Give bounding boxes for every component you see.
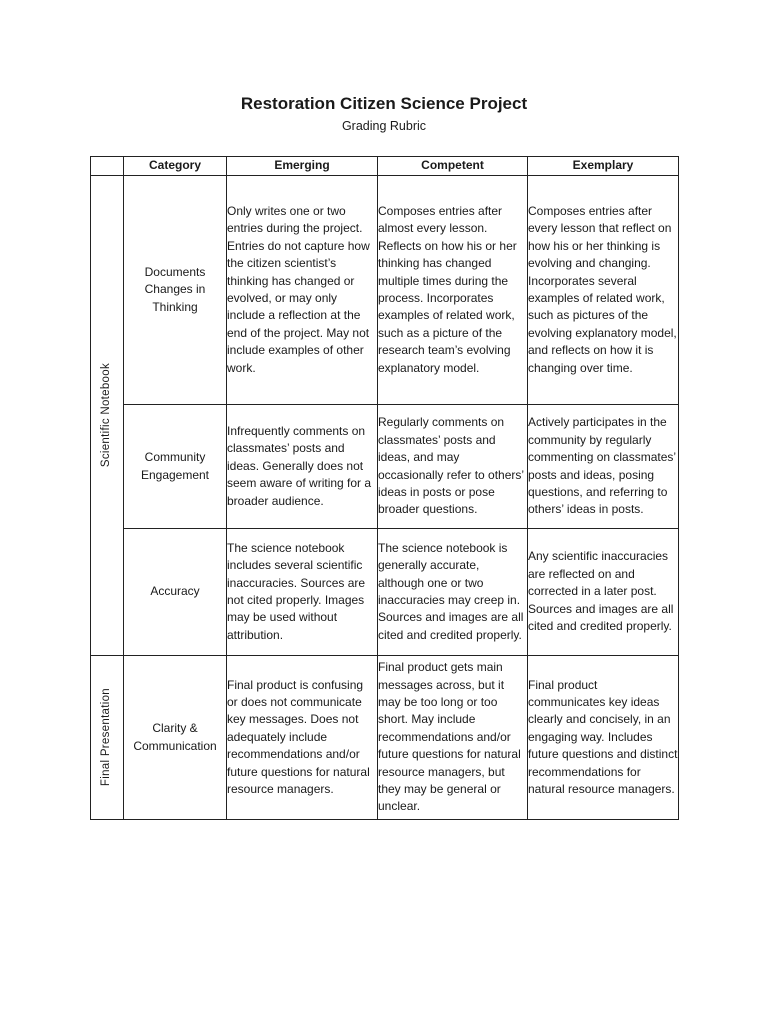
table-row — [91, 656, 679, 820]
emerging-cell: The science notebook includes several scientific inaccuracies. Sources are not cited properly. Images may be used without attribution. — [227, 529, 378, 656]
category-cell: Clarity & Communication — [124, 656, 227, 820]
competent-cell: Regularly comments on classmates’ posts and ideas, and may occasionally refer to others’ ideas in posts or pose broader questions. — [378, 405, 528, 529]
competent-cell: The science notebook is generally accurate, although one or two inaccuracies may creep in. Sources and images are all cited and credited properly. — [378, 529, 528, 656]
section-label: Scientific Notebook — [100, 363, 113, 468]
category-cell: Community Engagement — [124, 405, 227, 529]
emerging-cell: Final product is confusing or does not communicate key messages. Does not adequately include recommendations and/or future questions for natural resource managers. — [227, 656, 378, 820]
competent-cell: Composes entries after almost every lesson. Reflects on how his or her thinking has changed multiple times during the process. Incorporates examples of related work, such as a picture of the research team’s evolving explanatory model. — [378, 176, 528, 405]
emerging-cell: Infrequently comments on classmates’ posts and ideas. Generally does not seem aware of writing for a broader audience. — [227, 405, 378, 529]
category-cell: Accuracy — [124, 529, 227, 656]
header-emerging: Emerging — [227, 157, 378, 176]
rubric-table — [90, 156, 679, 820]
category-cell: Documents Changes in Thinking — [124, 176, 227, 405]
header-category: Category — [124, 157, 227, 176]
header-row — [91, 157, 679, 176]
exemplary-cell: Any scientific inaccuracies are reflected on and corrected in a later post. Sources and images are all cited and credited properly. — [528, 529, 679, 656]
header-blank — [91, 157, 124, 176]
header-competent: Competent — [378, 157, 528, 176]
section-final-presentation — [91, 656, 124, 820]
exemplary-cell: Actively participates in the community by regularly commenting on classmates’ posts and ideas, posing questions, and referring to others’ ideas in posts. — [528, 405, 679, 529]
exemplary-cell: Composes entries after every lesson that reflect on how his or her thinking is evolving and changing. Incorporates several examples of related work, such as pictures of the evolving explanatory model, and reflects on how it is changing over time. — [528, 176, 679, 405]
page-subtitle: Grading Rubric — [341, 119, 427, 133]
exemplary-cell: Final product communicates key ideas clearly and concisely, in an engaging way. Includes future questions and distinct recommendations for natural resource managers. — [528, 656, 679, 820]
table-row — [91, 176, 679, 405]
section-scientific-notebook — [91, 176, 124, 656]
header-exemplary: Exemplary — [528, 157, 679, 176]
competent-cell: Final product gets main messages across, but it may be too long or too short. May include recommendations and/or future questions for natural resource managers, but they may be general or unclear. — [378, 656, 528, 820]
table-row — [91, 405, 679, 529]
table-row — [91, 529, 679, 656]
emerging-cell: Only writes one or two entries during the project. Entries do not capture how the citizen scientist’s thinking has changed or evolved, or may only include a reflection at the end of the project. May not include examples of other work. — [227, 176, 378, 405]
section-label: Final Presentation — [100, 688, 113, 787]
page-title: Restoration Citizen Science Project — [240, 94, 528, 113]
